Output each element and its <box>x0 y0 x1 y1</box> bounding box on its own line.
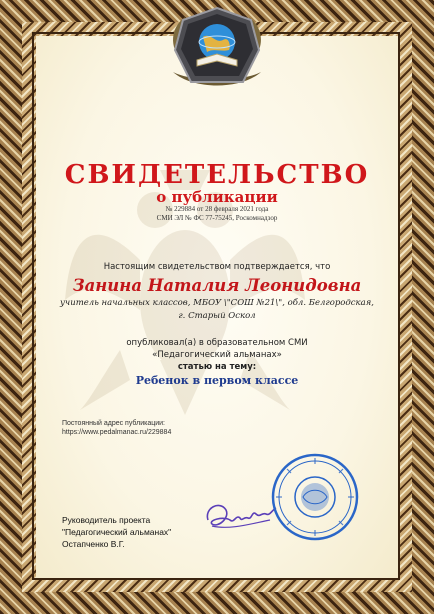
confirm-text: Настоящим свидетельством подтверждается, что <box>103 262 331 272</box>
almanac-name: «Педагогический альманах» <box>152 350 282 360</box>
article-topic: Ребенок в первом классе <box>135 374 299 387</box>
signer-name: Остапченко В.Г. <box>62 539 125 549</box>
signer-project: "Педагогический альманах" <box>62 527 172 537</box>
topic-label: статью на тему: <box>177 362 257 372</box>
published-text: опубликовал(а) в образовательном СМИ <box>126 338 308 348</box>
recipient-name: Занина Наталия Леонидовна <box>72 276 362 295</box>
recipient-position: учитель начальных классов, МБОУ \"СОШ №21\", обл. Белгородская, г. Старый Оскол <box>60 298 374 321</box>
address-label: Постоянный адрес публикации: <box>62 420 166 427</box>
round-seal-icon <box>270 452 360 542</box>
handwritten-signature <box>200 490 280 540</box>
certificate-number: № 229884 от 28 февраля 2021 года <box>165 205 269 213</box>
address-url: https://www.pedalmanac.ru/229884 <box>62 429 172 436</box>
signer-title: Руководитель проекта <box>62 515 151 525</box>
registry-line: СМИ ЭЛ № ФС 77-75245, Роскомнадзор <box>156 214 278 222</box>
certificate-subtitle: о публикации <box>156 188 278 206</box>
globe-book-emblem-icon <box>163 2 271 98</box>
certificate-title: СВИДЕТЕЛЬСТВО <box>64 160 370 190</box>
